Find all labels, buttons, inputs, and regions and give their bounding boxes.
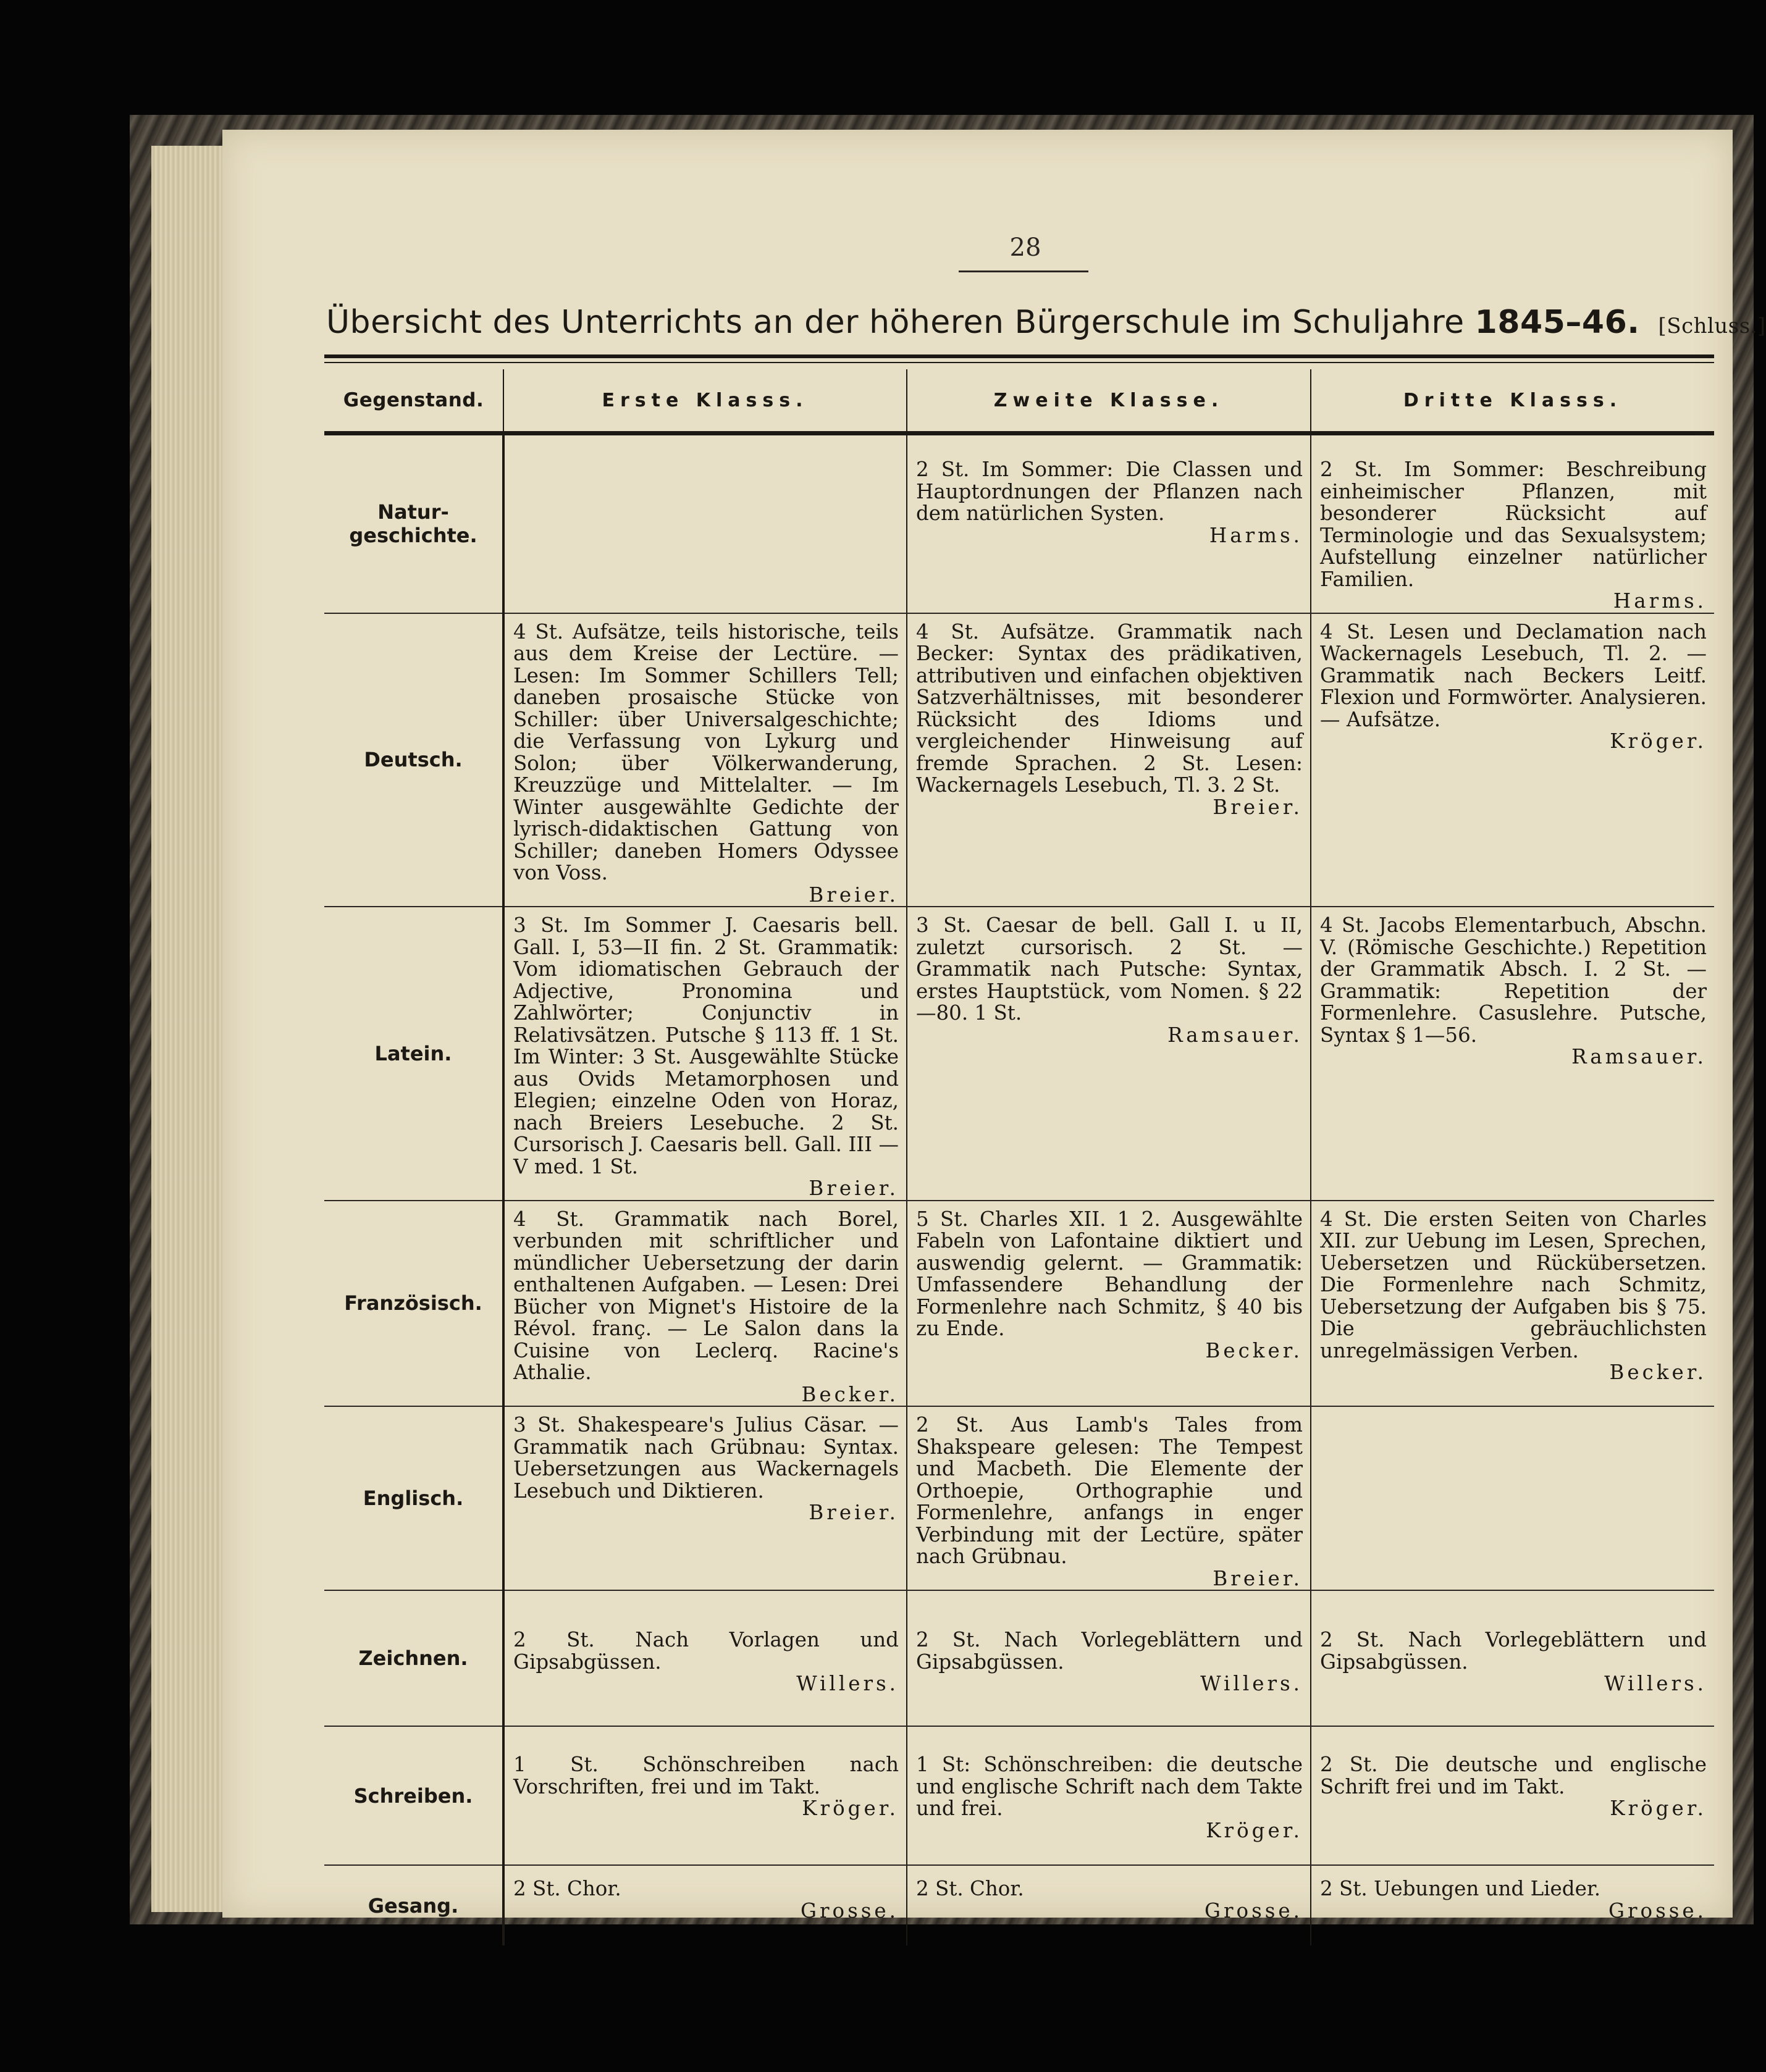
cell-text: 2 St. Chor. [513,1877,621,1900]
class-2-cell [907,1590,1311,1726]
cell-text: 4 St. Grammatik nach Borel, verbunden mit schriftlicher und mündlicher Uebersetzung der darin enthaltenen Aufgaben. — Lesen: Drei Bücher von Mignet's Histoire de la Révol. franç. — Le Salon dans la Cuisine von Leclerq. Racine's Athalie. [513,1207,899,1384]
title-rule-thick [324,354,1714,358]
cell-teacher: Breier. [1213,795,1303,819]
cell-teacher: Grosse. [801,1898,899,1923]
header-class-3: Dritte Klasss. [1311,369,1714,434]
class-2-cell [907,613,1311,907]
class-3-cell [1311,1865,1714,1945]
cell-teacher: Willers. [796,1672,899,1695]
header-class-2: Zweite Klasse. [907,369,1311,434]
cell-text: 4 St. Die ersten Seiten von Charles XII. zur Uebung im Lesen, Sprechen, Uebersetzen und Rückübersetzen. Die Formenlehre nach Schmitz, Uebersetzung der Aufgaben bis § 75. Die gebräuchlichsten unregelmässigen Verben. [1320,1207,1707,1362]
cell-text: 4 St. Aufsätze. Grammatik nach Becker: Syntax des prädikativen, attributiven und einfachen objektiven Satzverhältnisses, mit besonderer Rücksicht des Idioms und vergleichender Hinweisung auf fremde Sprachen. 2 St. Lesen: Wackernagels Lesebuch, Tl. 3. 2 St. [916,619,1303,797]
cell-text: 2 St. Nach Vorlegeblättern und Gipsabgüssen. [916,1628,1303,1674]
class-1-cell [503,434,907,613]
table-row [324,1726,1714,1865]
cell-text: 2 St. Uebungen und Lieder. [1320,1877,1601,1900]
page-title [326,304,1766,341]
cell-text: 4 St. Lesen und Declamation nach Wackernagels Lesebuch, Tl. 2. — Grammatik nach Beckers Leitf. Flexion und Formwörter. Analysieren. — Aufsätze. [1320,619,1707,731]
class-1-cell [503,1865,907,1945]
class-2-cell [907,907,1311,1201]
cell-teacher: Kröger. [1610,1797,1707,1820]
cell-teacher: Ramsauer. [1571,1045,1707,1068]
table-row [324,1406,1714,1590]
cell-teacher: Harms. [1613,589,1707,613]
class-2-cell [907,1406,1311,1590]
cell-teacher: Breier. [809,1177,899,1200]
table-header-row [324,369,1714,434]
subject-cell: Schreiben. [324,1726,503,1865]
cell-text: 2 St. Im Sommer: Beschreibung einheimischer Pflanzen, mit besonderer Rücksicht auf Terminologie und das Sexualsystem; Aufstellung einzelner natürlicher Familien. [1320,458,1707,591]
table-row [324,434,1714,613]
title-text: Übersicht des Unterrichts an der höheren Bürgerschule im Schuljahre [326,304,1475,341]
class-3-cell [1311,1590,1714,1726]
class-1-cell [503,1201,907,1407]
page-number: 28 [1009,233,1041,262]
subject-cell: Französisch. [324,1201,503,1407]
cell-text: 1 St. Schönschreiben nach Vorschriften, frei und im Takt. [513,1753,899,1798]
table-row [324,613,1714,907]
subject-cell: Latein. [324,907,503,1201]
class-1-cell [503,1726,907,1865]
cell-teacher: Breier. [809,883,899,907]
cell-teacher: Kröger. [1206,1818,1303,1842]
table-row [324,1865,1714,1945]
class-2-cell [907,1201,1311,1407]
cell-text: 3 St. Caesar de bell. Gall I. u II, zuletzt cursorisch. 2 St. — Grammatik nach Putsche: Syntax, erstes Hauptstück, vom Nomen. § 22—80. 1 St. [916,913,1303,1025]
subject-cell: Deutsch. [324,613,503,907]
cell-teacher: Kröger. [802,1797,899,1820]
cell-text: 2 St. Nach Vorlagen und Gipsabgüssen. [513,1628,899,1674]
class-3-cell [1311,613,1714,907]
class-2-cell [907,1865,1311,1945]
class-1-cell [503,1406,907,1590]
cell-teacher: Grosse. [1608,1898,1707,1923]
class-1-cell [503,907,907,1201]
cell-teacher: Becker. [1205,1338,1303,1362]
class-2-cell [907,1726,1311,1865]
cell-teacher: Becker. [801,1382,899,1406]
cell-text: 3 St. Shakespeare's Julius Cäsar. — Grammatik nach Grübnau: Syntax. Uebersetzungen aus Wackernagels Lesebuch und Diktieren. [513,1413,899,1503]
title-note: [Schluss.] [1658,314,1766,338]
cell-teacher: Breier. [1213,1566,1303,1590]
class-1-cell [503,613,907,907]
curriculum-table [324,369,1714,1945]
cell-teacher: Becker. [1609,1361,1707,1384]
cell-teacher: Kröger. [1610,729,1707,753]
subject-cell: Natur-geschichte. [324,434,503,613]
title-years: 1845–46. [1474,304,1640,341]
cell-text: 5 St. Charles XII. 1 2. Ausgewählte Fabeln von Lafontaine diktiert und auswendig gelernt. — Grammatik: Umfassendere Behandlung der Formenlehre nach Schmitz, § 40 bis zu Ende. [916,1207,1303,1340]
subject-cell: Gesang. [324,1865,503,1945]
class-1-cell [503,1590,907,1726]
book-page [222,130,1766,1923]
class-3-cell [1311,1201,1714,1407]
class-3-cell [1311,1726,1714,1865]
class-3-cell [1311,907,1714,1201]
class-3-cell [1311,434,1714,613]
cell-teacher: Willers. [1200,1672,1303,1695]
cell-text: 2 St. Chor. [916,1877,1024,1900]
table-row [324,1201,1714,1407]
cell-text: 4 St. Jacobs Elementarbuch, Abschn. V. (Römische Geschichte.) Repetition der Grammatik Absch. I. 2 St. — Grammatik: Repetition der Formenlehre. Casuslehre. Putsche, Syntax § 1—56. [1320,913,1707,1047]
page-number-rule [959,271,1088,272]
cell-text: 2 St. Die deutsche und englische Schrift frei und im Takt. [1320,1753,1707,1798]
cell-teacher: Grosse. [1205,1898,1303,1923]
class-2-cell [907,434,1311,613]
cell-text: 2 St. Nach Vorlegeblättern und Gipsabgüssen. [1320,1628,1707,1674]
cell-text: 4 St. Aufsätze, teils historische, teils aus dem Kreise der Lectüre. — Lesen: Im Sommer Schillers Tell; daneben prosaische Stücke von Schiller: über Universalgeschichte; die Verfassung von Lykurg und Solon; über Völkerwanderung, Kreuzzüge und Mittelalter. — Im Winter ausgewählte Gedichte der lyrisch-didaktischen Gattung von Schiller; daneben Homers Odyssee von Voss. [513,619,899,884]
cell-teacher: Harms. [1209,523,1303,547]
cell-teacher: Willers. [1604,1672,1707,1695]
cell-text: 2 St. Im Sommer: Die Classen und Hauptordnungen der Pflanzen nach dem natürlichen Systen. [916,458,1303,525]
table-row [324,907,1714,1201]
subject-cell: Zeichnen. [324,1590,503,1726]
class-3-cell [1311,1406,1714,1590]
cell-teacher: Ramsauer. [1167,1023,1303,1047]
subject-cell: Englisch. [324,1406,503,1590]
cell-text: 2 St. Aus Lamb's Tales from Shakspeare gelesen: The Tempest und Macbeth. Die Elemente der Orthoepie, Orthographie und Formenlehre, anfangs in enger Verbindung mit der Lectüre, später nach Grübnau. [916,1413,1303,1568]
cell-text: 3 St. Im Sommer J. Caesaris bell. Gall. I, 53—II fin. 2 St. Grammatik: Vom idiomatischen Gebrauch der Adjective, Pronomina und Zahlwörter; Conjunctiv in Relativsätzen. Putsche § 113 ff. 1 St. Im Winter: 3 St. Ausgewählte Stücke aus Ovids Metamorphosen und Elegien; einzelne Oden von Horaz, nach Breiers Lesebuche. 2 St. Cursorisch J. Caesaris bell. Gall. III —V med. 1 St. [513,913,899,1178]
table-row [324,1590,1714,1726]
cell-teacher: Breier. [809,1501,899,1524]
header-subject: Gegenstand. [324,369,503,434]
title-rule-thin [324,362,1714,363]
cell-text: 1 St: Schönschreiben: die deutsche und englische Schrift nach dem Takte und frei. [916,1753,1303,1820]
header-class-1: Erste Klasss. [503,369,907,434]
